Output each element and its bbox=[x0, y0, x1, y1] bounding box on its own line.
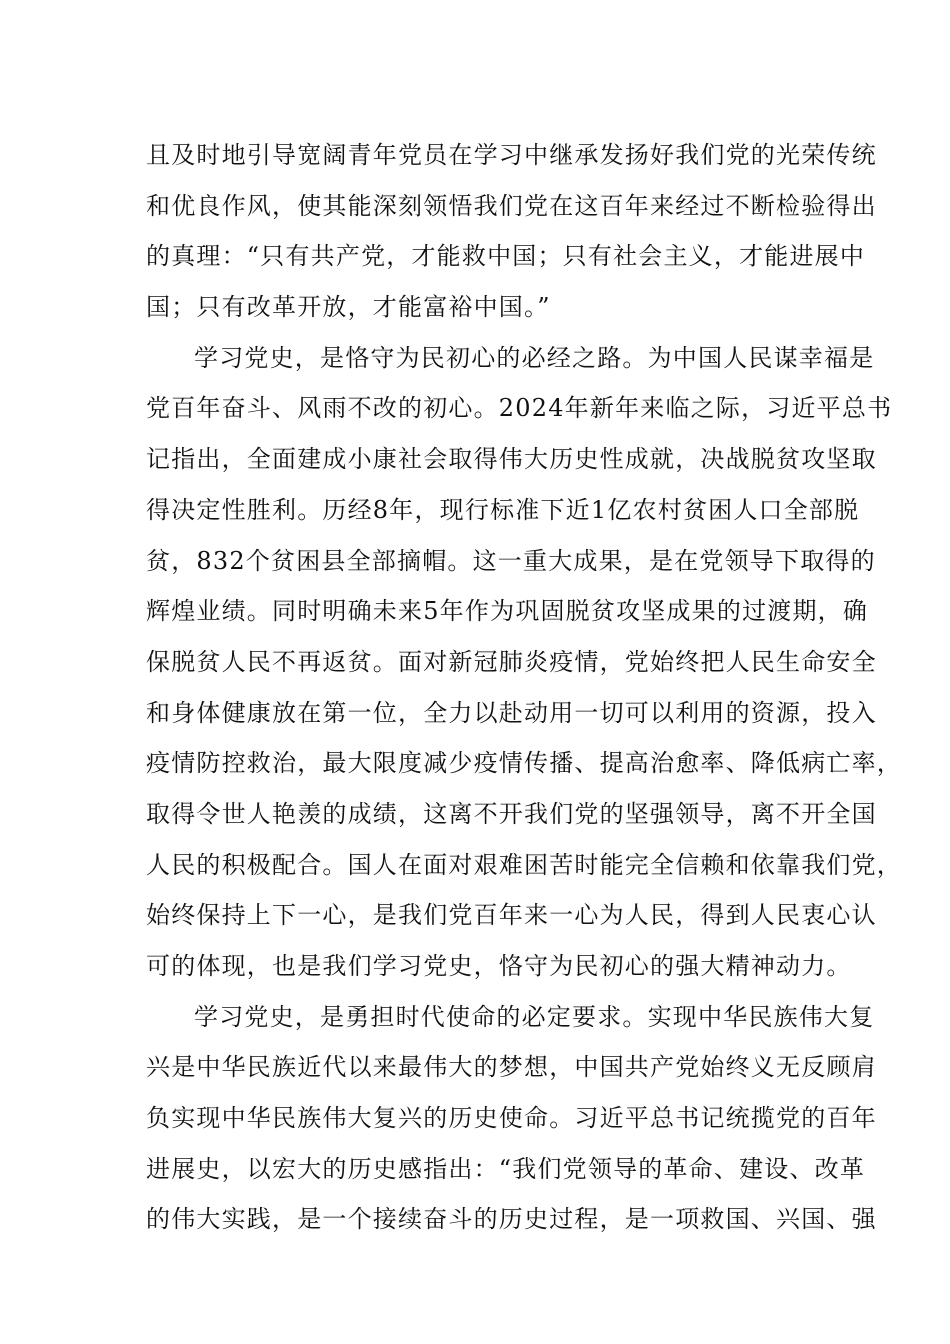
document-body bbox=[146, 130, 902, 1245]
text-line: 疫情防控救治，最大限度减少疫情传播、提高治愈率、降低病亡率， bbox=[146, 749, 902, 778]
text-line: 的真理：“只有共产党，才能救中国；只有社会主义，才能进展中 bbox=[146, 242, 866, 271]
text-line: 得决定性胜利。历经8年，现行标准下近1亿农村贫困人口全部脱 bbox=[146, 495, 860, 524]
text-line: 国；只有改革开放，才能富裕中国。” bbox=[146, 293, 551, 322]
text-line: 保脱贫人民不再返贫。面对新冠肺炎疫情，党始终把人民生命安全 bbox=[146, 647, 877, 676]
text-line: 贫，832个贫困县全部摘帽。这一重大成果，是在党领导下取得的 bbox=[146, 546, 876, 575]
text-line: 的伟大实践，是一个接续奋斗的历史过程，是一项救国、兴国、强 bbox=[146, 1205, 877, 1234]
paragraph-first-line: 学习党史，是恪守为民初心的必经之路。为中国人民谋幸福是 bbox=[194, 343, 875, 372]
text-line: 且及时地引导宽阔青年党员在学习中继承发扬好我们党的光荣传统 bbox=[146, 141, 877, 169]
text-line: 记指出，全面建成小康社会取得伟大历史性成就，决战脱贫攻坚取 bbox=[146, 445, 877, 474]
text-line: 和优良作风，使其能深刻领悟我们党在这百年来经过不断检验得出 bbox=[146, 191, 877, 220]
text-line: 和身体健康放在第一位，全力以赴动用一切可以利用的资源，投入 bbox=[146, 698, 877, 727]
text-line: 人民的积极配合。国人在面对艰难困苦时能完全信赖和依靠我们党， bbox=[146, 850, 902, 879]
paragraph-first-line: 学习党史，是勇担时代使命的必定要求。实现中华民族伟大复 bbox=[194, 1002, 875, 1031]
text-line: 进展史，以宏大的历史感指出：“我们党领导的革命、建设、改革 bbox=[146, 1154, 866, 1183]
text-line: 可的体现，也是我们学习党史，恪守为民初心的强大精神动力。 bbox=[146, 952, 852, 980]
text-line: 辉煌业绩。同时明确未来5年作为巩固脱贫攻坚成果的过渡期，确 bbox=[146, 597, 869, 626]
text-line: 负实现中华民族伟大复兴的历史使命。习近平总书记统揽党的百年 bbox=[146, 1104, 877, 1133]
text-line: 党百年奋斗、风雨不改的初心。2024年新年来临之际，习近平总书 bbox=[146, 394, 893, 423]
text-line: 兴是中华民族近代以来最伟大的梦想，中国共产党始终义无反顾肩 bbox=[146, 1053, 877, 1082]
text-line: 始终保持上下一心，是我们党百年来一心为人民，得到人民衷心认 bbox=[146, 901, 877, 930]
text-line: 取得令世人艳羡的成绩，这离不开我们党的坚强领导，离不开全国 bbox=[146, 799, 877, 828]
